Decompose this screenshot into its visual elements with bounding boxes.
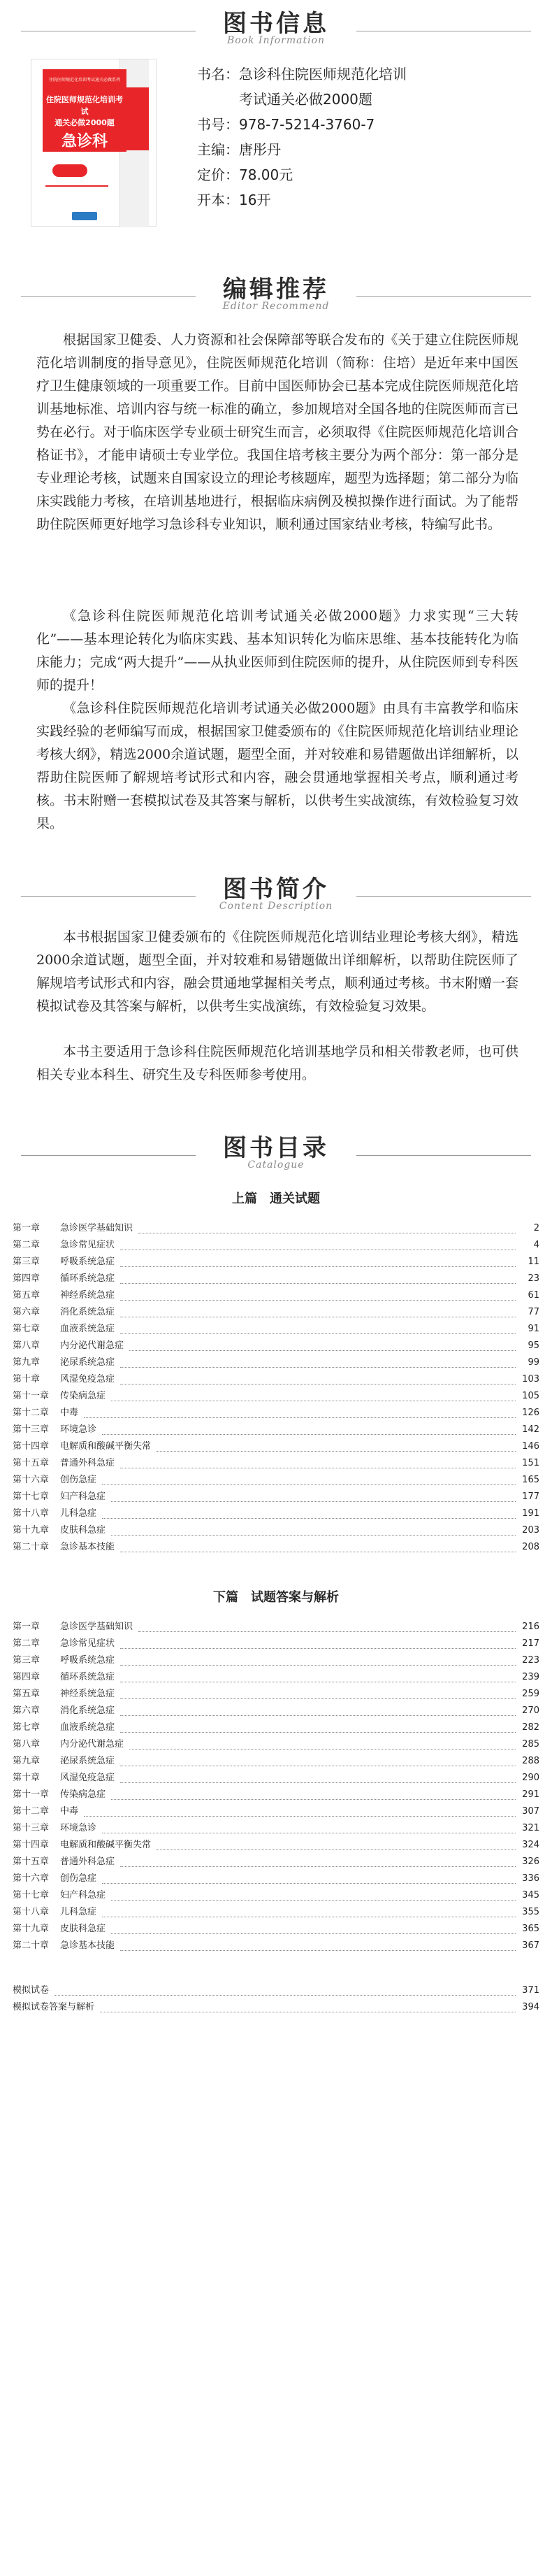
toc-chapter-title: 急诊基本技能: [60, 1542, 115, 1552]
toc-leader-dots: [102, 1425, 516, 1435]
toc-page-number: 23: [528, 1273, 539, 1284]
toc-chapter-number: 第十八章: [13, 1907, 50, 1917]
toc-entry: [13, 1388, 539, 1405]
book-name: 书名：急诊科住院医师规范化培训: [197, 66, 407, 83]
toc-chapter-title: 妇产科急症: [60, 1491, 106, 1502]
toc-chapter-number: 第五章: [13, 1689, 41, 1699]
section-subtitle: Catalogue: [247, 1159, 305, 1171]
toc-chapter-title: 风湿免疫急症: [60, 1773, 115, 1783]
toc-entry: [13, 1854, 539, 1870]
toc-leader-dots: [120, 1459, 516, 1468]
toc-chapter-number: 第十三章: [13, 1823, 50, 1833]
catalogue-header: [0, 1129, 552, 1171]
toc-page-number: 146: [522, 1441, 539, 1452]
toc-chapter-title: 内分泌代谢急症: [60, 1340, 124, 1351]
toc-leader-dots: [111, 1391, 516, 1401]
toc-leader-dots: [84, 1408, 516, 1418]
toc-entry: [13, 1220, 539, 1237]
toc-chapter-number: 第五章: [13, 1290, 41, 1301]
toc-entry: [13, 1636, 539, 1652]
book-editor: 主编：唐彤丹: [197, 141, 281, 158]
toc-chapter-title: 皮肤科急症: [60, 1525, 106, 1536]
toc-leader-dots: [100, 2003, 516, 2012]
toc-chapter-number: 第九章: [13, 1756, 41, 1766]
section-subtitle: Book Information: [226, 35, 326, 46]
toc-chapter-number: 第八章: [13, 1739, 41, 1749]
toc-leader-dots: [102, 1908, 516, 1917]
toc-page-number: 270: [522, 1705, 539, 1716]
toc-page-number: 394: [522, 2002, 539, 2012]
toc-chapter-number: 第七章: [13, 1324, 41, 1334]
toc-chapter-number: 第十一章: [13, 1391, 50, 1401]
toc-leader-dots: [120, 1358, 516, 1368]
toc-leader-dots: [138, 1224, 516, 1233]
book-info-list: [197, 62, 532, 213]
toc-chapter-title: 妇产科急症: [60, 1890, 106, 1901]
toc-entry: [13, 1254, 539, 1271]
toc-page-number: 345: [522, 1890, 539, 1901]
cover-title: 住院医师规范化培训考试 通关必做2000题: [46, 95, 123, 127]
toc-page-number: 365: [522, 1924, 539, 1934]
toc-leader-dots: [111, 1492, 516, 1502]
book-cover-image: [31, 59, 157, 227]
toc-page-number: 217: [522, 1638, 539, 1649]
toc-entry: [13, 1522, 539, 1539]
toc-entry: [13, 1539, 539, 1556]
toc-chapter-number: 第七章: [13, 1722, 41, 1733]
toc-chapter-number: 第十四章: [13, 1441, 50, 1452]
toc-chapter-title: 创伤急症: [60, 1873, 97, 1884]
toc-chapter-number: 第六章: [13, 1705, 41, 1716]
toc-leader-dots: [120, 1274, 516, 1284]
toc-chapter-number: 第十章: [13, 1374, 41, 1384]
toc-leader-dots: [120, 1689, 516, 1699]
toc-chapter-number: 第十六章: [13, 1873, 50, 1884]
toc-chapter-title: 急诊基本技能: [60, 1940, 115, 1951]
toc-entry: [13, 1982, 539, 1999]
toc-chapter-number: 第十九章: [13, 1525, 50, 1536]
cover-series-text: 住院医师规范化培训考试通关必做系列: [48, 78, 120, 83]
toc-chapter-number: 第十二章: [13, 1806, 50, 1817]
toc-leader-dots: [102, 1509, 516, 1519]
toc-entry: [13, 1237, 539, 1254]
toc-entry: [13, 1803, 539, 1820]
book-name-cont: 考试通关必做2000题: [239, 91, 372, 108]
editor-rec-header: [0, 270, 552, 312]
toc-entry: [13, 1321, 539, 1338]
toc-leader-dots: [111, 1526, 516, 1536]
toc-leader-dots: [120, 1941, 516, 1951]
toc-chapter-title: 环境急诊: [60, 1823, 97, 1833]
toc-leader-dots: [120, 1257, 516, 1267]
editor-rec-paragraph: 根据国家卫健委、人力资源和社会保障部等联合发布的《关于建立住院医师规范化培训制度的指导意见》，住院医师规范化培训（简称：住培）是近年来中国医疗卫生健康领域的一项重要工作。目前中国医师协会已基本完成住院医师规范化培训基地标准、培训内容与统一标准的确立，参加规培对全国各地的住院医师而言已势在必行。对于临床医学专业硕士研究生而言，必须取得《住院医师规范化培训合格证书》，才能申请硕士专业学位。我国住培考核主要分为两个部分：第一部分是专业理论考核，试题来自国家设立的理论考核题库，题型为选择题；第二部分为临床实践能力考核，在培训基地进行，根据临床病例及模拟操作进行面试。为了能帮助住院医师更好地学习急诊科专业知识，顺利通过国家结业考核，特编写此书。: [36, 332, 518, 532]
toc-chapter-title: 循环系统急症: [60, 1273, 115, 1284]
toc-chapter-number: 第二章: [13, 1638, 41, 1649]
toc-chapter-number: 第十五章: [13, 1856, 50, 1867]
toc-leader-dots: [120, 1756, 516, 1766]
toc-page-number: 11: [528, 1257, 539, 1267]
toc-page-number: 239: [522, 1672, 539, 1682]
toc-leader-dots: [111, 1924, 516, 1934]
toc-page-number: 203: [522, 1525, 539, 1536]
section-subtitle: Editor Recommend: [222, 301, 330, 312]
toc-leader-dots: [120, 1673, 516, 1682]
editor-rec-paragraph: 《急诊科住院医师规范化培训考试通关必做2000题》由具有丰富教学和临床实践经验的老师编写而成，根据国家卫健委颁布的《住院医师规范化培训结业理论考核大纲》，精选2000余道试题，题型全面，并对较难和易错题做出详细解析，以帮助住院医师了解规培考试形式和内容，融会贯通地掌握相关考点，顺利通过考核。书末附赠一套模拟试卷及其答案与解析，以供考生实战演练，有效检验复习效果。: [36, 701, 518, 831]
toc-chapter-title: 儿科急症: [60, 1508, 97, 1519]
toc-entry: [13, 1837, 539, 1854]
toc-entry: [13, 1719, 539, 1736]
toc-leader-dots: [157, 1840, 516, 1850]
toc-leader-dots: [120, 1773, 516, 1783]
cover-subject: 急诊科: [61, 133, 108, 150]
toc-page-number: 105: [522, 1391, 539, 1401]
toc-page-number: 151: [522, 1458, 539, 1468]
toc-page-number: 99: [528, 1357, 539, 1368]
toc-page-number: 191: [522, 1508, 539, 1519]
toc-leader-dots: [120, 1639, 516, 1649]
toc-chapter-title: 泌尿系统急症: [60, 1756, 115, 1766]
toc-chapter-title: 血液系统急症: [60, 1722, 115, 1733]
toc-chapter-number: 第二章: [13, 1240, 41, 1250]
toc-page-number: 285: [522, 1739, 539, 1749]
toc-entry: [13, 1489, 539, 1505]
toc-leader-dots: [157, 1442, 516, 1452]
toc-entry: [13, 1820, 539, 1837]
toc-entry: [13, 1686, 539, 1703]
toc-chapter-number: 第二十章: [13, 1542, 50, 1552]
toc-leader-dots: [84, 1807, 516, 1817]
toc-chapter-title: 消化系统急症: [60, 1307, 115, 1317]
toc-chapter-number: 第十九章: [13, 1924, 50, 1934]
toc-chapter-title: 儿科急症: [60, 1907, 97, 1917]
toc-leader-dots: [111, 1891, 516, 1901]
toc-entry: [13, 1652, 539, 1669]
toc-page-number: 177: [522, 1491, 539, 1502]
toc-page-number: 288: [522, 1756, 539, 1766]
toc-chapter-number: 第十三章: [13, 1424, 50, 1435]
toc-page-number: 367: [522, 1940, 539, 1951]
section-subtitle: Content Description: [219, 901, 333, 912]
toc-leader-dots: [120, 1656, 516, 1666]
book-isbn: 书号：978-7-5214-3760-7: [197, 116, 375, 133]
toc-part-title: 下篇 试题答案与解析: [213, 1590, 339, 1605]
toc-chapter-number: 第十二章: [13, 1408, 50, 1418]
section-title: 图书信息: [223, 10, 329, 38]
toc-chapter-title: 血液系统急症: [60, 1324, 115, 1334]
toc-chapter-title: 中毒: [60, 1408, 79, 1418]
toc-leader-dots: [120, 1240, 516, 1250]
toc-leader-dots: [102, 1475, 516, 1485]
toc-entry: [13, 1505, 539, 1522]
toc-page-number: 2: [533, 1223, 539, 1233]
section-title: 图书目录: [223, 1134, 329, 1162]
toc-chapter-title: 中毒: [60, 1806, 79, 1817]
toc-chapter-title: 急诊医学基础知识: [60, 1223, 133, 1233]
section-title: 图书简介: [223, 875, 329, 903]
toc-chapter-number: 第六章: [13, 1307, 41, 1317]
toc-chapter-number: 第三章: [13, 1655, 41, 1666]
toc-chapter-title: 呼吸系统急症: [60, 1655, 115, 1666]
toc-entry: [13, 1870, 539, 1887]
toc-chapter-title: 内分泌代谢急症: [60, 1739, 124, 1749]
toc-chapter-title: 急诊常见症状: [60, 1638, 115, 1649]
toc-page-number: 307: [522, 1806, 539, 1817]
toc-chapter-title: 普通外科急症: [60, 1856, 115, 1867]
intro-paragraph: 本书根据国家卫健委颁布的《住院医师规范化培训结业理论考核大纲》，精选2000余道试题，题型全面，并对较难和易错题做出详细解析，以帮助住院医师了解规培考试形式和内容，融会贯通地掌握相关考点，顺利通过考核。书末附赠一套模拟试卷及其答案与解析，以供考生实战演练，有效检验复习效果。: [36, 929, 518, 1014]
toc-entry: [13, 1455, 539, 1472]
toc-page-number: 282: [522, 1722, 539, 1733]
toc-chapter-number: 第八章: [13, 1340, 41, 1351]
toc-chapter-number: 第九章: [13, 1357, 41, 1368]
toc-chapter-title: 皮肤科急症: [60, 1924, 106, 1934]
toc-chapter-number: 第一章: [13, 1223, 41, 1233]
toc-entry: [13, 1438, 539, 1455]
toc-chapter-title: 创伤急症: [60, 1475, 97, 1485]
toc-chapter-number: 第十章: [13, 1773, 41, 1783]
toc-entry: [13, 1338, 539, 1354]
toc-entry: [13, 1770, 539, 1787]
toc-page-number: 165: [522, 1475, 539, 1485]
toc-entry: [13, 1887, 539, 1904]
toc-chapter-title: 环境急诊: [60, 1424, 97, 1435]
book-format: 开本：16开: [197, 192, 271, 208]
toc-leader-dots: [102, 1824, 516, 1833]
toc-entry: [13, 1371, 539, 1388]
toc-entry: [13, 1703, 539, 1719]
toc-leader-dots: [120, 1324, 516, 1334]
toc-page-number: 371: [522, 1985, 539, 1996]
intro-header: [0, 870, 552, 912]
toc-entry: [13, 1921, 539, 1938]
toc-chapter-number: 第十八章: [13, 1508, 50, 1519]
toc-chapter-number: 第十一章: [13, 1789, 50, 1800]
toc-chapter-title: 神经系统急症: [60, 1290, 115, 1301]
intro-paragraph: 本书主要适用于急诊科住院医师规范化培训基地学员和相关带教老师，也可供相关专业本科生、研究生及专科医师参考使用。: [36, 1044, 518, 1082]
publisher-logo: [72, 212, 97, 220]
toc-leader-dots: [55, 1986, 516, 1996]
toc-leader-dots: [129, 1341, 516, 1351]
toc-chapter-number: 第三章: [13, 1257, 41, 1267]
toc-page-number: 291: [522, 1789, 539, 1800]
toc-list-part2: [13, 1619, 539, 1954]
toc-list-part1: [13, 1220, 539, 1556]
toc-page-number: 61: [528, 1290, 539, 1301]
toc-chapter-number: 第四章: [13, 1273, 41, 1284]
toc-page-number: 326: [522, 1856, 539, 1867]
toc-page-number: 216: [522, 1622, 539, 1632]
toc-chapter-number: 第十六章: [13, 1475, 50, 1485]
toc-chapter-title: 模拟试卷答案与解析: [13, 2002, 95, 2012]
toc-chapter-number: 第十五章: [13, 1458, 50, 1468]
toc-leader-dots: [120, 1857, 516, 1867]
toc-entry: [13, 1354, 539, 1371]
toc-leader-dots: [102, 1874, 516, 1884]
toc-entry: [13, 1753, 539, 1770]
toc-entry: [13, 1736, 539, 1753]
toc-chapter-title: 电解质和酸碱平衡失常: [60, 1840, 152, 1850]
toc-page-number: 336: [522, 1873, 539, 1884]
toc-entry: [13, 1669, 539, 1686]
toc-chapter-title: 模拟试卷: [13, 1985, 50, 1996]
cover-badge: [52, 164, 87, 177]
toc-page-number: 324: [522, 1840, 539, 1850]
toc-entry: [13, 1619, 539, 1636]
toc-page-number: 4: [533, 1240, 539, 1250]
toc-page-number: 355: [522, 1907, 539, 1917]
toc-chapter-number: 第四章: [13, 1672, 41, 1682]
toc-entry: [13, 1287, 539, 1304]
toc-leader-dots: [138, 1622, 516, 1632]
toc-chapter-number: 第十七章: [13, 1890, 50, 1901]
toc-chapter-number: 第一章: [13, 1622, 41, 1632]
toc-entry: [13, 1405, 539, 1422]
toc-chapter-title: 急诊医学基础知识: [60, 1622, 133, 1632]
book-price: 定价：78.00元: [197, 166, 293, 183]
toc-list-extras: [13, 1982, 539, 2016]
book-info-header: [0, 4, 552, 46]
toc-leader-dots: [120, 1308, 516, 1317]
toc-page-number: 321: [522, 1823, 539, 1833]
toc-page-number: 126: [522, 1408, 539, 1418]
toc-leader-dots: [120, 1723, 516, 1733]
toc-entry: [13, 1422, 539, 1438]
toc-leader-dots: [120, 1543, 516, 1552]
editor-rec-paragraph: 《急诊科住院医师规范化培训考试通关必做2000题》力求实现“三大转化”——基本理论转化为临床实践、基本知识转化为临床思维、基本技能转化为临床能力；完成“两大提升”——从执业医师到住院医师的提升，从住院医师到专科医师的提升！: [36, 608, 518, 693]
toc-leader-dots: [120, 1375, 516, 1384]
toc-chapter-number: 第十四章: [13, 1840, 50, 1850]
toc-chapter-title: 神经系统急症: [60, 1689, 115, 1699]
toc-entry: [13, 1472, 539, 1489]
toc-entry: [13, 1999, 539, 2016]
toc-chapter-title: 风湿免疫急症: [60, 1374, 115, 1384]
toc-entry: [13, 1304, 539, 1321]
toc-entry: [13, 1938, 539, 1954]
toc-entry: [13, 1904, 539, 1921]
toc-leader-dots: [120, 1706, 516, 1716]
toc-page-number: 142: [522, 1424, 539, 1435]
toc-chapter-title: 消化系统急症: [60, 1705, 115, 1716]
toc-page-number: 103: [522, 1374, 539, 1384]
toc-chapter-title: 呼吸系统急症: [60, 1257, 115, 1267]
toc-entry: [13, 1271, 539, 1287]
toc-page-number: 91: [528, 1324, 539, 1334]
toc-chapter-title: 急诊常见症状: [60, 1240, 115, 1250]
toc-leader-dots: [129, 1740, 516, 1749]
toc-chapter-title: 泌尿系统急症: [60, 1357, 115, 1368]
toc-chapter-title: 传染病急症: [60, 1391, 106, 1401]
toc-page-number: 223: [522, 1655, 539, 1666]
toc-leader-dots: [120, 1291, 516, 1301]
toc-page-number: 259: [522, 1689, 539, 1699]
section-title: 编辑推荐: [223, 276, 329, 303]
toc-page-number: 290: [522, 1773, 539, 1783]
toc-chapter-number: 第十七章: [13, 1491, 50, 1502]
toc-chapter-title: 普通外科急症: [60, 1458, 115, 1468]
toc-chapter-number: 第二十章: [13, 1940, 50, 1951]
toc-chapter-title: 循环系统急症: [60, 1672, 115, 1682]
toc-page-number: 95: [528, 1340, 539, 1351]
toc-page-number: 77: [528, 1307, 539, 1317]
toc-part-title: 上篇 通关试题: [232, 1192, 320, 1206]
toc-page-number: 208: [522, 1542, 539, 1552]
cover-blurb: [45, 185, 108, 208]
toc-chapter-title: 传染病急症: [60, 1789, 106, 1800]
toc-leader-dots: [111, 1790, 516, 1800]
toc-entry: [13, 1787, 539, 1803]
toc-chapter-title: 电解质和酸碱平衡失常: [60, 1441, 152, 1452]
